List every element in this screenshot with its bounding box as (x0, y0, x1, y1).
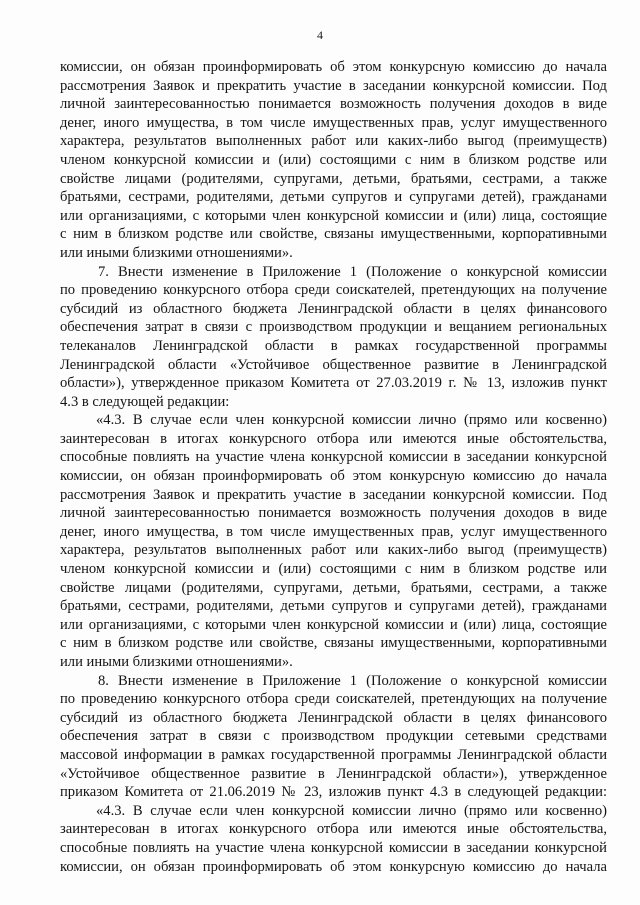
text-line: способные повлиять на участие члена конкурсной комиссии в заседании конкурсной (60, 839, 607, 856)
text-line: по проведению конкурсного отбора среди соискателей, претендующих на получение (60, 691, 607, 708)
quote-first-line: «4.3. В случае если член конкурсной комиссии лично (прямо или косвенно) (96, 412, 607, 429)
text-line: с ним в близком родстве или свойстве, связаны имущественными, корпоративными (60, 635, 607, 652)
text-line: с ним в близком родстве или свойстве, связаны имущественными, корпоративными (60, 226, 607, 243)
paragraph-8-first-line: 8. Внести изменение в Приложение 1 (Положение о конкурсной комиссии (98, 672, 607, 689)
document-body (60, 58, 607, 876)
text-line: братьями, сестрами, родителями, детьми супругов и супругами детей), гражданами (60, 189, 607, 206)
text-line: денег, иного имущества, в том числе имущественных прав, услуг имущественного (60, 523, 607, 540)
text-line: телеканалов Ленинградской области в рамках государственной программы (60, 337, 607, 354)
text-line: свойстве лицами (родителями, супругами, детьми, братьями, сестрами, а также (60, 170, 607, 187)
text-line: членом конкурсной комиссии и (или) состоящими с ним в близком родстве или (60, 561, 607, 578)
text-line: обеспечения затрат в связи с производством продукции сетевыми средствами (60, 728, 607, 745)
paragraph-7-first-line: 7. Внести изменение в Приложение 1 (Положение о конкурсной комиссии (98, 263, 607, 280)
quote-first-line: «4.3. В случае если член конкурсной комиссии лично (прямо или косвенно) (96, 802, 607, 819)
text-line: рассмотрения Заявок и прекратить участие в заседании конкурсной комиссии. Под (60, 77, 607, 94)
text-line: области»), утвержденное приказом Комитета от 27.03.2019 г. № 13, изложив пункт (60, 375, 607, 392)
text-line: заинтересован в итогах конкурсного отбора или имеются иные обстоятельства, (60, 430, 607, 447)
text-line: заинтересован в итогах конкурсного отбора или имеются иные обстоятельства, (60, 821, 607, 838)
text-line: 4.3 в следующей редакции: (60, 393, 230, 410)
text-line: или иными близкими отношениями». (60, 244, 293, 261)
text-line: субсидий из областного бюджета Ленинградской области в целях финансового (60, 300, 607, 317)
page-number: 4 (317, 28, 323, 42)
text-line: «Устойчивое общественное развитие в Ленинградской области»), утвержденное (60, 765, 607, 782)
text-line: приказом Комитета от 21.06.2019 № 23, изложив пункт 4.3 в следующей редакции: (60, 784, 607, 801)
text-line: комиссии, он обязан проинформировать об этом конкурсную комиссию до начала (60, 858, 607, 875)
text-line: денег, иного имущества, в том числе имущественных прав, услуг имущественного (60, 114, 607, 131)
text-line: или организациями, с которыми член конкурсной комиссии и (или) лица, состоящие (60, 207, 607, 224)
text-line: свойстве лицами (родителями, супругами, детьми, братьями, сестрами, а также (60, 579, 607, 596)
text-line: братьями, сестрами, родителями, детьми супругов и супругами детей), гражданами (60, 598, 607, 615)
text-line: характера, результатов выполненных работ или каких-либо выгод (преимуществ) (60, 133, 607, 150)
text-line: комиссии, он обязан проинформировать об этом конкурсную комиссию до начала (60, 59, 607, 75)
text-line: рассмотрения Заявок и прекратить участие в заседании конкурсной комиссии. Под (60, 486, 607, 503)
text-line: личной заинтересованностью понимается возможность получения доходов в виде (60, 505, 607, 522)
text-line: или организациями, с которыми член конкурсной комиссии и (или) лица, состоящие (60, 616, 607, 633)
text-line: способные повлиять на участие члена конкурсной комиссии в заседании конкурсной (60, 449, 607, 466)
text-line: Ленинградской области «Устойчивое общественное развитие в Ленинградской (60, 356, 607, 373)
text-line: по проведению конкурсного отбора среди соискателей, претендующих на получение (60, 282, 607, 299)
text-line: характера, результатов выполненных работ или каких-либо выгод (преимуществ) (60, 542, 607, 559)
text-line: комиссии, он обязан проинформировать об этом конкурсную комиссию до начала (60, 468, 607, 485)
text-line: членом конкурсной комиссии и (или) состоящими с ним в близком родстве или (60, 151, 607, 168)
text-line: или иными близкими отношениями». (60, 654, 293, 670)
text-line: субсидий из областного бюджета Ленинградской области в целях финансового (60, 709, 607, 726)
text-line: личной заинтересованностью понимается возможность получения доходов в виде (60, 96, 607, 113)
text-line: обеспечения затрат в связи с производством продукции и вещанием региональных (60, 319, 607, 336)
text-line: массовой информации в рамках государственной программы Ленинградской области (60, 746, 607, 763)
